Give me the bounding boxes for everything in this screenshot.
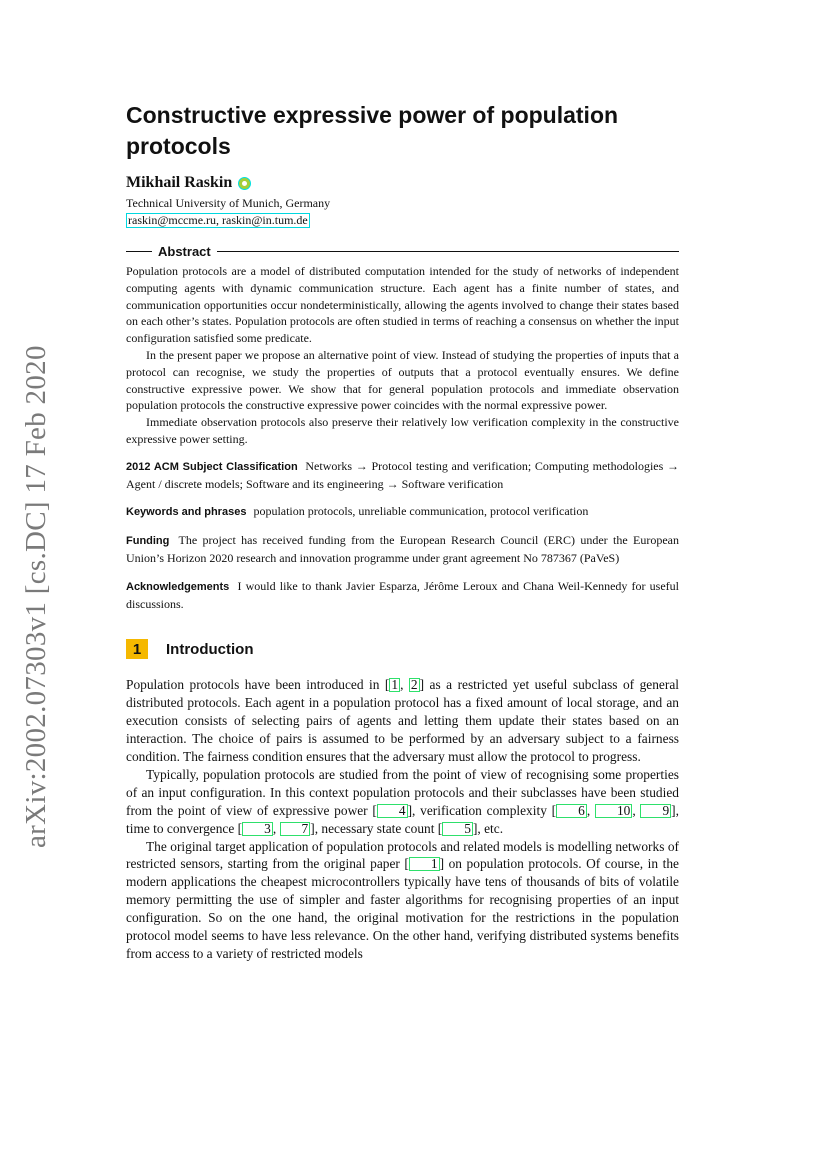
citation-link[interactable]: 2	[410, 677, 418, 693]
email-link[interactable]: raskin@mccme.ru, raskin@in.tum.de	[128, 213, 308, 227]
abstract-paragraph: Population protocols are a model of distributed computation intended for the study of networks of independent computing agents with dynamic communication structure. Each agent has a finite number of states, and communication opportunities occur nondeterministically, allowing the agents involved to change their states based on each other’s states. Population protocols are often studied in terms of reaching a consensus on whether the input configuration satisfied some predicate.	[126, 264, 679, 346]
paper-page	[126, 100, 679, 963]
abstract-body	[126, 263, 679, 448]
section-title: Introduction	[166, 640, 254, 658]
text-run: ] as a restricted yet useful subclass of general distributed protocols. Each agent in a population protocol has a fixed amount of local storage, and an execution consists of selecting pairs of agents and letting them update their states based on an interaction. The choice of pairs is assumed to be performed by an adversary subject to a fairness condition. The fairness condition ensures that the adversary must allow the protocol to progress.	[126, 677, 679, 764]
paper-title: Constructive expressive power of population protocols	[126, 102, 619, 159]
ack-text: I would like to thank Javier Esparza, Jérôme Leroux and Chana Weil-Kennedy for useful discussions.	[126, 578, 679, 611]
text-run: ], etc.	[472, 820, 504, 836]
abstract-rule-left	[126, 251, 152, 252]
author-line	[126, 174, 679, 192]
author-name: Mikhail Raskin	[126, 174, 233, 191]
abstract-label: Abstract	[158, 243, 211, 259]
keywords-text: population protocols, unreliable communication, protocol verification	[253, 504, 589, 519]
abstract-paragraph: Immediate observation protocols also preserve their relatively low verification complexity in the constructive expressive power setting.	[126, 415, 679, 446]
acm-text: Networks → Protocol testing and verification; Computing methodologies → Agent / discrete models; Software and its engineering → Software verification	[126, 458, 680, 491]
abstract-heading	[126, 243, 679, 259]
text-run: ], verification complexity [	[407, 802, 557, 818]
funding-label: Funding	[126, 535, 170, 548]
text-run: ], time to convergence [	[126, 802, 679, 836]
funding-text: The project has received funding from the European Research Council (ERC) under the European Union’s Horizon 2020 research and innovation programme under grant agreement No 787367 (PaVeS)	[126, 533, 679, 565]
affiliation: Technical University of Munich, Germany	[126, 196, 331, 210]
funding	[126, 532, 679, 567]
orcid-icon[interactable]	[238, 177, 251, 190]
citation-link[interactable]: 5	[442, 822, 473, 836]
citation-link[interactable]: 1	[409, 857, 440, 871]
keywords	[126, 503, 679, 521]
keywords-label: Keywords and phrases	[126, 506, 247, 519]
text-run: ], necessary state count [	[310, 820, 443, 836]
acknowledgements	[126, 578, 679, 613]
abstract-rule-right	[217, 251, 679, 252]
citation-link[interactable]: 10	[595, 804, 632, 818]
abstract-paragraph: In the present paper we propose an alternative point of view. Instead of studying the properties of inputs that a protocol can recognise, we study the properties of outputs that a protocol eventually ensures. We define constructive expressive power. We show that for general population protocols and immediate observation population protocols the constructive expressive power coincides with the normal expressive power.	[126, 347, 679, 413]
acm-classification	[126, 458, 679, 493]
section-heading	[126, 638, 679, 660]
citation-link[interactable]: 7	[280, 822, 311, 836]
text-run: ,	[632, 802, 641, 818]
ack-label: Acknowledgements	[126, 580, 230, 593]
body-paragraph	[126, 838, 679, 963]
citation-link[interactable]: 1	[391, 677, 399, 693]
text-run: ] on population protocols. Of course, in the modern applications the cheapest microcontrollers typically have tens of thousands of bits of volatile memory permitting the use of simpler and faster algorithms for recognising properties of an input configuration. So on the one hand, the original motivation for the restrictions in the population protocol model seems to have less relevance. On the other hand, verifying distributed systems benefits from access to a variety of restricted models	[126, 856, 679, 961]
text-run: The original target application of population protocols and related models is modelling networks of restricted sensors, starting from the original paper [	[126, 838, 679, 872]
citation-link[interactable]: 4	[377, 804, 408, 818]
text-run: ,	[586, 802, 595, 818]
citation-link[interactable]: 3	[242, 822, 273, 836]
citation-link[interactable]: 6	[556, 804, 587, 818]
text-run: Typically, population protocols are studied from the point of view of recognising some properties of an input configuration. In this context population protocols and their subclasses have been studied from the point of view of expressive power [	[126, 766, 679, 818]
acm-label: 2012 ACM Subject Classification	[126, 460, 298, 473]
citation-link[interactable]: 9	[640, 804, 671, 818]
section-body	[126, 676, 679, 963]
body-paragraph	[126, 676, 679, 766]
text-run: ,	[272, 820, 280, 836]
body-paragraph	[126, 766, 679, 838]
arxiv-stamp: arXiv:2002.07303v1 [cs.DC] 17 Feb 2020	[20, 345, 52, 848]
text-run: ,	[400, 677, 409, 693]
section-number: 1	[126, 639, 148, 659]
text-run: Population protocols have been introduced in [	[126, 677, 390, 693]
